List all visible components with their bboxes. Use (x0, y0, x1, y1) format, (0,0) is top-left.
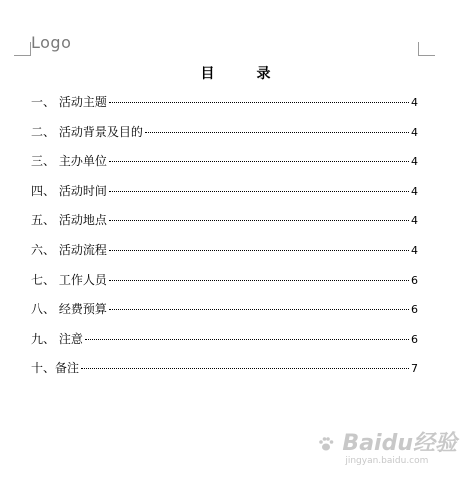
toc-leader-dots (109, 191, 409, 192)
toc-entry[interactable] (31, 358, 418, 388)
toc-entry-label: 注意 (58, 331, 83, 346)
toc-leader-dots (109, 220, 409, 221)
toc-entry-page: 7 (411, 362, 418, 376)
baidu-watermark (317, 433, 457, 466)
toc-leader-dots (81, 368, 409, 369)
toc-entry-number: 二、 (31, 124, 56, 139)
toc-entry-label: 活动背景及目的 (58, 124, 143, 139)
toc-entry-number: 九、 (31, 331, 56, 346)
toc-entry[interactable] (31, 299, 418, 329)
toc-leader-dots (109, 161, 409, 162)
watermark-brand: Baidu经验 (342, 431, 457, 456)
toc-entry[interactable] (31, 329, 418, 359)
toc-entry-page: 6 (411, 273, 418, 287)
toc-entry-number: 三、 (31, 154, 56, 169)
toc-entry-label: 活动时间 (58, 183, 107, 198)
toc-entry-label: 备注 (55, 361, 80, 376)
paw-icon (317, 435, 335, 453)
toc-entry-number: 五、 (31, 213, 56, 228)
toc-entry-number: 十、 (31, 361, 56, 376)
toc-entry[interactable] (31, 151, 418, 181)
toc-entry[interactable] (31, 122, 418, 152)
toc-entry-page: 6 (411, 332, 418, 346)
header-logo: Logo (31, 33, 72, 52)
toc-entry-label: 主办单位 (58, 154, 107, 169)
toc-list (31, 92, 418, 388)
watermark-url: jingyan.baidu.com (345, 456, 429, 466)
toc-entry-page: 4 (411, 184, 418, 198)
toc-entry-number: 七、 (31, 272, 56, 287)
toc-entry-number: 六、 (31, 242, 56, 257)
toc-entry-number: 四、 (31, 183, 56, 198)
toc-title: 目 录 (200, 66, 285, 82)
toc-entry-label: 活动地点 (58, 213, 107, 228)
toc-entry-page: 4 (411, 243, 418, 257)
toc-entry-page: 4 (411, 125, 418, 139)
toc-entry-label: 活动主题 (58, 95, 107, 109)
toc-leader-dots (85, 339, 409, 340)
toc-leader-dots (145, 132, 409, 133)
crop-mark-top-right-horizontal (418, 55, 435, 56)
toc-entry-label: 活动流程 (58, 242, 107, 257)
toc-leader-dots (109, 280, 409, 281)
toc-entry[interactable] (31, 92, 418, 122)
toc-entry-number: 八、 (31, 302, 56, 317)
toc-entry-label: 工作人员 (58, 272, 107, 287)
toc-entry-page: 6 (411, 303, 418, 317)
toc-entry[interactable] (31, 240, 418, 270)
toc-leader-dots (109, 102, 409, 103)
crop-mark-top-left-horizontal (14, 55, 31, 56)
toc-entry-label: 经费预算 (58, 302, 107, 317)
crop-mark-top-right-vertical (418, 42, 419, 56)
toc-leader-dots (109, 309, 409, 310)
toc-entry[interactable] (31, 181, 418, 211)
toc-entry-page: 4 (411, 155, 418, 169)
toc-entry[interactable] (31, 210, 418, 240)
toc-leader-dots (109, 250, 409, 251)
toc-entry-page: 4 (411, 214, 418, 228)
toc-entry-page: 4 (411, 96, 418, 109)
toc-entry-number: 一、 (31, 95, 56, 109)
toc-entry[interactable] (31, 270, 418, 300)
